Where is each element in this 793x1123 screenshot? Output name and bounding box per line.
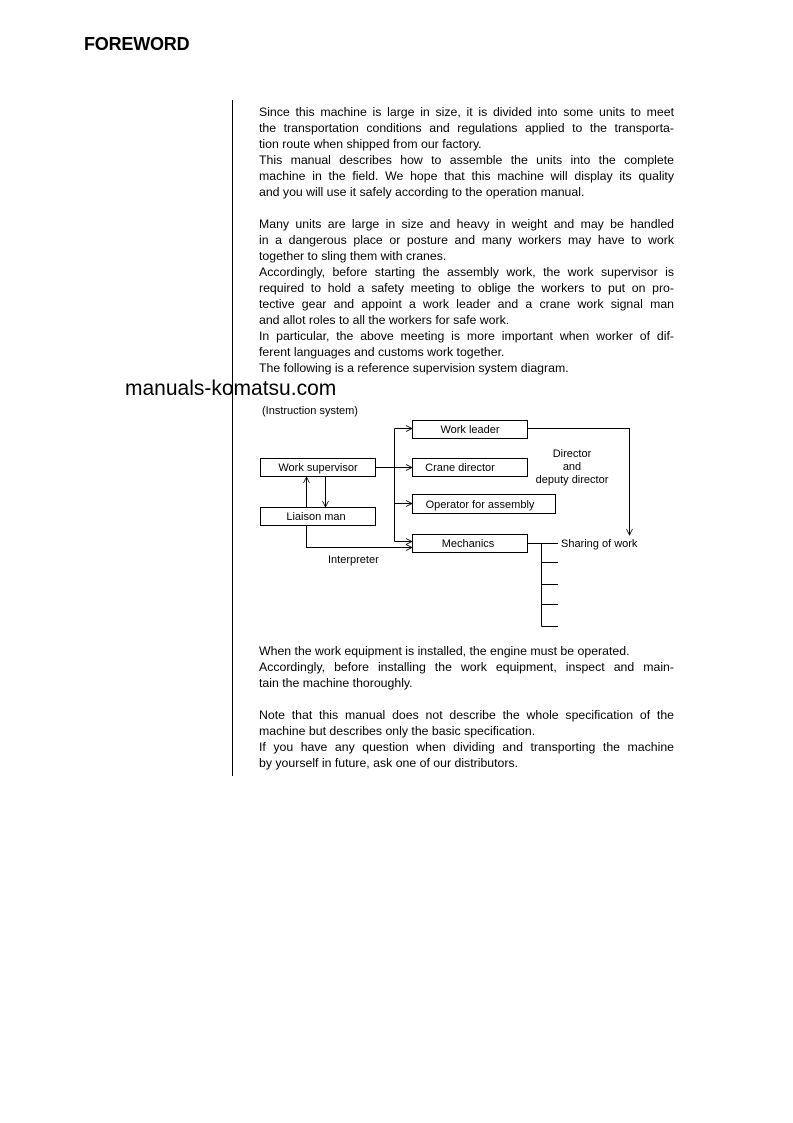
text-line: tain the machine thoroughly.	[259, 676, 413, 690]
text-line: by yourself in future, ask one of our distributors.	[259, 756, 519, 770]
text-line: machine in the field. We hope that this machine will display its quality	[259, 169, 674, 183]
text-line: The following is a reference supervision system diagram.	[259, 361, 569, 375]
text-line: This manual describes how to assemble the units into the complete	[259, 153, 674, 167]
director-label: and	[562, 461, 582, 473]
watermark: manuals-komatsu.com	[125, 377, 337, 400]
text-line: ferent languages and customs work together.	[259, 345, 505, 359]
text-line: If you have any question when dividing and transporting the machine	[259, 740, 674, 754]
text-line: Many units are large in size and heavy in weight and may be handled	[259, 217, 674, 231]
work-leader-label: Work leader	[440, 424, 500, 436]
text-line: Note that this manual does not describe the whole specification of the	[259, 708, 674, 722]
text-line: In particular, the above meeting is more important when worker of dif-	[259, 329, 674, 343]
text-line: tective gear and appoint a work leader and a crane work signal man	[259, 297, 674, 311]
director-label: Director	[552, 448, 592, 460]
text-line: Since this machine is large in size, it is divided into some units to meet	[259, 105, 674, 119]
director-label: deputy director	[535, 474, 609, 486]
note-paragraph	[259, 707, 674, 771]
text-line: required to hold a safety meeting to oblige the workers to put on pro-	[259, 281, 674, 295]
text-line: Accordingly, before installing the work equipment, inspect and main-	[259, 660, 674, 674]
text-line: and you will use it safely according to the operation manual.	[259, 185, 585, 199]
work-supervisor-label: Work supervisor	[278, 462, 358, 474]
text-line: and allot roles to all the workers for safe work.	[259, 313, 510, 327]
text-line: Accordingly, before starting the assembly work, the work supervisor is	[259, 265, 674, 279]
operator-label: Operator for assembly	[425, 499, 535, 511]
mechanics-label: Mechanics	[441, 538, 495, 550]
text-line: together to sling them with cranes.	[259, 249, 447, 263]
text-line: tion route when shipped from our factory.	[259, 137, 482, 151]
crane-director-label: Crane director	[425, 462, 495, 474]
diagram-heading: (Instruction system)	[262, 405, 358, 417]
text-line: machine but describes only the basic specification.	[259, 724, 536, 738]
text-line: the transportation conditions and regulations applied to the transporta-	[259, 121, 674, 135]
liaison-man-label: Liaison man	[286, 511, 346, 523]
sharing-label: Sharing of work	[561, 538, 638, 550]
text-line: When the work equipment is installed, the engine must be operated.	[259, 644, 630, 658]
page-title: FOREWORD	[84, 34, 190, 54]
text-line: in a dangerous place or posture and many workers may have to work	[259, 233, 674, 247]
interpreter-label: Interpreter	[328, 554, 379, 566]
engine-paragraph	[259, 643, 674, 691]
